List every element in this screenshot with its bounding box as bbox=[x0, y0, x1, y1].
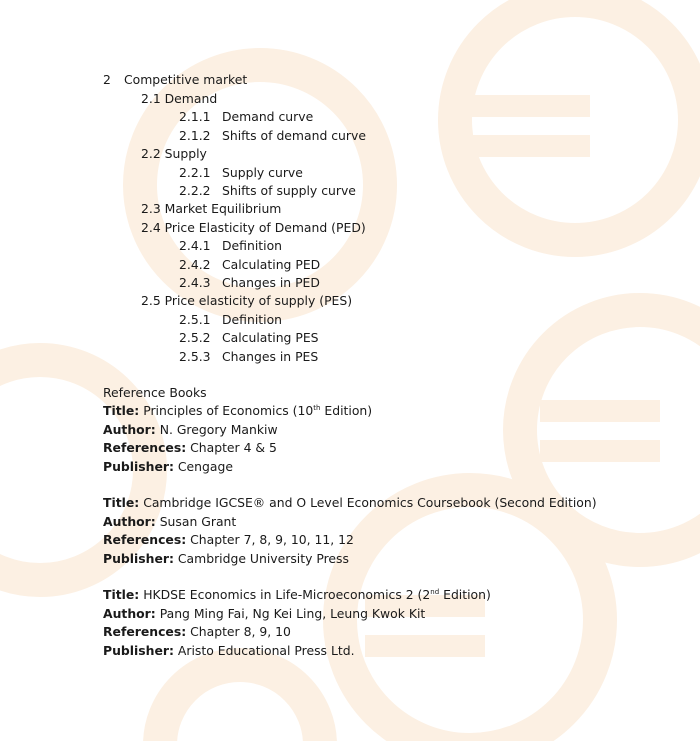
toc-item-title: Shifts of demand curve bbox=[222, 128, 366, 143]
references-heading: Reference Books bbox=[103, 385, 207, 400]
book-title-superscript: nd bbox=[430, 587, 440, 596]
book-publisher-line bbox=[103, 550, 349, 568]
book-title-line bbox=[103, 402, 372, 420]
toc-item-title: Demand curve bbox=[222, 109, 314, 124]
toc-item-title: Shifts of supply curve bbox=[222, 183, 356, 198]
book-title-line bbox=[103, 494, 597, 512]
publisher-label: Publisher: bbox=[103, 551, 174, 566]
toc-item-number: 2.2.1 bbox=[179, 165, 211, 180]
book-author: N. Gregory Mankiw bbox=[159, 422, 278, 437]
book-publisher: Cengage bbox=[177, 459, 233, 474]
author-label: Author: bbox=[103, 606, 156, 621]
subsection-heading: 2.3 Market Equilibrium bbox=[141, 201, 282, 216]
toc-item-number: 2.4.2 bbox=[179, 257, 211, 272]
toc-item-number: 2.5.3 bbox=[179, 349, 211, 364]
section-title: Competitive market bbox=[124, 72, 248, 87]
book-author: Susan Grant bbox=[159, 514, 237, 529]
book-title: Cambridge IGCSE® and O Level Economics Coursebook (Second Edition) bbox=[143, 495, 597, 510]
book-publisher-line bbox=[103, 458, 233, 476]
author-label: Author: bbox=[103, 422, 156, 437]
book-references-line bbox=[103, 439, 277, 457]
toc-item bbox=[179, 164, 303, 182]
toc-item bbox=[179, 348, 318, 366]
toc-item-number: 2.4.3 bbox=[179, 275, 211, 290]
toc-item bbox=[179, 274, 320, 292]
book-publisher: Cambridge University Press bbox=[177, 551, 349, 566]
book-publisher-line bbox=[103, 642, 355, 660]
book-title-suffix: Edition) bbox=[439, 587, 491, 602]
toc-item-number: 2.1.1 bbox=[179, 109, 211, 124]
subsection-heading: 2.1 Demand bbox=[141, 91, 218, 106]
title-label: Title: bbox=[103, 495, 140, 510]
toc-item-number: 2.5.1 bbox=[179, 312, 211, 327]
toc-item-title: Changes in PED bbox=[222, 275, 320, 290]
book-title-line bbox=[103, 586, 491, 604]
book-title: HKDSE Economics in Life-Microeconomics 2 (2 bbox=[143, 587, 431, 602]
book-title: Principles of Economics (10 bbox=[143, 403, 314, 418]
section-heading bbox=[103, 71, 247, 89]
subsection-heading: 2.5 Price elasticity of supply (PES) bbox=[141, 293, 353, 308]
book-references: Chapter 8, 9, 10 bbox=[190, 624, 291, 639]
toc-item bbox=[179, 237, 282, 255]
toc-item bbox=[179, 256, 320, 274]
section-number: 2 bbox=[103, 72, 111, 87]
author-label: Author: bbox=[103, 514, 156, 529]
toc-item-number: 2.4.1 bbox=[179, 238, 211, 253]
toc-item-title: Changes in PES bbox=[222, 349, 319, 364]
book-title-superscript: th bbox=[313, 403, 321, 412]
toc-item bbox=[179, 108, 313, 126]
book-publisher: Aristo Educational Press Ltd. bbox=[177, 643, 355, 658]
book-references-line bbox=[103, 531, 354, 549]
toc-item bbox=[179, 329, 319, 347]
toc-item-title: Definition bbox=[222, 238, 282, 253]
references-label: References: bbox=[103, 532, 187, 547]
book-references: Chapter 7, 8, 9, 10, 11, 12 bbox=[190, 532, 354, 547]
toc-item-title: Definition bbox=[222, 312, 282, 327]
publisher-label: Publisher: bbox=[103, 459, 174, 474]
toc-item-number: 2.1.2 bbox=[179, 128, 211, 143]
toc-item-title: Calculating PED bbox=[222, 257, 321, 272]
publisher-label: Publisher: bbox=[103, 643, 174, 658]
toc-item bbox=[179, 127, 366, 145]
book-references: Chapter 4 & 5 bbox=[190, 440, 277, 455]
toc-item-title: Supply curve bbox=[222, 165, 303, 180]
title-label: Title: bbox=[103, 587, 140, 602]
book-references-line bbox=[103, 623, 291, 641]
subsection-heading: 2.4 Price Elasticity of Demand (PED) bbox=[141, 220, 366, 235]
toc-item-number: 2.2.2 bbox=[179, 183, 211, 198]
book-author: Pang Ming Fai, Ng Kei Ling, Leung Kwok Kit bbox=[159, 606, 426, 621]
book-author-line bbox=[103, 513, 236, 531]
toc-item bbox=[179, 311, 282, 329]
book-title-suffix: Edition) bbox=[320, 403, 373, 418]
references-label: References: bbox=[103, 440, 187, 455]
title-label: Title: bbox=[103, 403, 140, 418]
references-label: References: bbox=[103, 624, 187, 639]
book-author-line bbox=[103, 421, 278, 439]
book-author-line bbox=[103, 605, 425, 623]
toc-item-number: 2.5.2 bbox=[179, 330, 211, 345]
toc-item-title: Calculating PES bbox=[222, 330, 319, 345]
toc-item bbox=[179, 182, 356, 200]
subsection-heading: 2.2 Supply bbox=[141, 146, 207, 161]
